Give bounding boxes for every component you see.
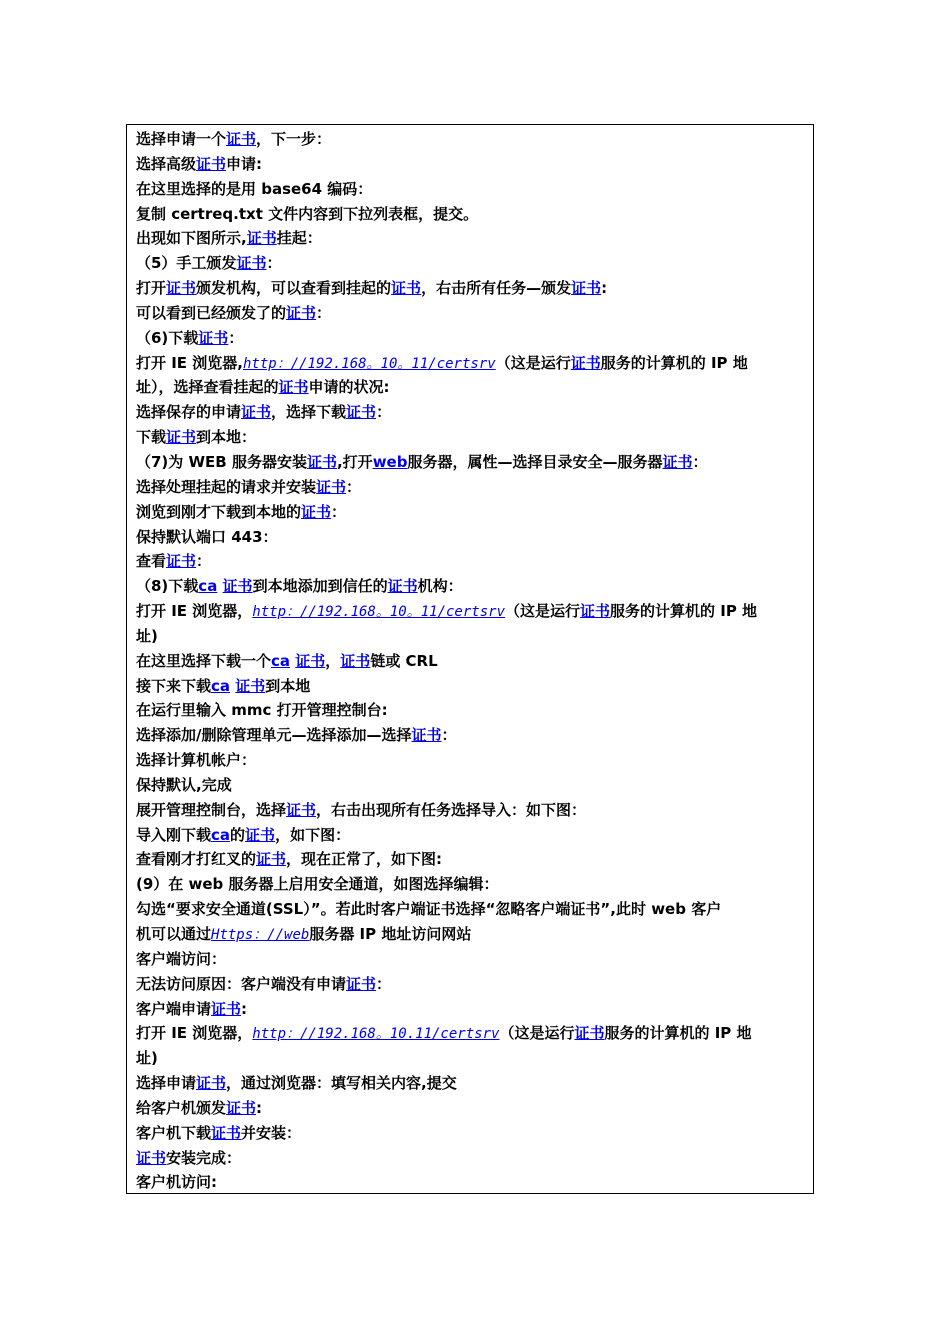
text-span: 客户机下载: [136, 1123, 212, 1142]
text-span: 机构：: [417, 577, 463, 596]
text-line: [136, 301, 805, 326]
term-link[interactable]: ca: [211, 676, 231, 695]
term-link[interactable]: 证书: [166, 552, 197, 571]
text-span: （6)下载: [136, 328, 199, 347]
text-line: [136, 226, 805, 251]
text-span: 安装完成：: [166, 1148, 242, 1167]
text-line: [136, 972, 805, 997]
term-link[interactable]: 证书: [166, 279, 197, 298]
text-span: 导入刚下载: [136, 825, 212, 844]
term-link[interactable]: ca: [211, 825, 231, 844]
text-span: 的: [230, 825, 246, 844]
term-link[interactable]: 证书: [241, 403, 272, 422]
text-line: [136, 351, 805, 376]
text-line: [136, 922, 805, 947]
term-link[interactable]: ca: [198, 577, 218, 596]
text-line: [136, 897, 805, 922]
text-span: 颁发机构，可以查看到挂起的: [196, 279, 392, 298]
text-span: （7)为 WEB 服务器安装: [136, 452, 307, 471]
term-link[interactable]: 证书: [286, 303, 317, 322]
text-span: 下载: [136, 428, 167, 447]
text-span: ，: [325, 651, 341, 670]
text-span: 查看: [136, 552, 167, 571]
text-span: 浏览到刚才下载到本地的: [136, 502, 302, 521]
term-link[interactable]: 证书: [245, 825, 276, 844]
term-link[interactable]: 证书: [301, 502, 332, 521]
text-span: 申请的状况:: [308, 378, 390, 397]
text-line: [136, 127, 805, 152]
term-link[interactable]: 证书: [316, 477, 347, 496]
text-span: ：: [316, 303, 332, 322]
term-link[interactable]: 证书: [166, 428, 197, 447]
url-link[interactable]: http：//192.168。10.11/certsrv: [252, 1026, 500, 1043]
text-line: [136, 847, 805, 872]
term-link[interactable]: web: [372, 452, 408, 471]
text-span: 选择计算机帐户：: [136, 751, 257, 770]
term-link[interactable]: 证书: [346, 974, 377, 993]
text-line: [136, 1170, 805, 1195]
text-span: 保持默认端口 443：: [136, 527, 278, 546]
text-span: 申请:: [226, 154, 263, 173]
text-span: 打开 IE 浏览器，: [136, 1024, 253, 1043]
text-line: [136, 525, 805, 550]
term-link[interactable]: 证书: [295, 651, 326, 670]
text-span: ：: [331, 502, 347, 521]
text-span: ：: [266, 254, 282, 273]
text-span: 选择保存的申请: [136, 403, 242, 422]
text-span: ：: [196, 552, 212, 571]
text-line: [136, 276, 805, 301]
term-link[interactable]: 证书: [235, 676, 266, 695]
text-span: 选择添加/删除管理单元—选择添加—选择: [136, 726, 412, 745]
term-link[interactable]: 证书: [198, 328, 229, 347]
text-span: 服务的计算机的 IP 地: [604, 1024, 752, 1043]
term-link[interactable]: 证书: [391, 279, 422, 298]
term-link[interactable]: 证书: [387, 577, 418, 596]
text-span: 到本地：: [196, 428, 257, 447]
text-span: ，如下图：: [275, 825, 351, 844]
text-line: [136, 400, 805, 425]
term-link[interactable]: 证书: [574, 1024, 605, 1043]
text-span: :: [256, 1098, 263, 1117]
text-span: 客户端访问：: [136, 949, 227, 968]
text-span: 无法访问原因：客户端没有申请: [136, 974, 347, 993]
text-line: [136, 500, 805, 525]
text-span: ：: [376, 974, 392, 993]
text-span: 打开 IE 浏览器,: [136, 353, 243, 372]
term-link[interactable]: 证书: [411, 726, 442, 745]
text-span: （5）手工颁发: [136, 254, 237, 273]
text-line: [136, 997, 805, 1022]
text-span: :: [601, 279, 608, 298]
text-line: [136, 1121, 805, 1146]
text-line: [136, 326, 805, 351]
term-link[interactable]: 证书: [196, 1074, 227, 1093]
term-link[interactable]: 证书: [196, 154, 227, 173]
text-span: 服务的计算机的 IP 地: [600, 353, 748, 372]
text-line: [136, 599, 805, 624]
url-link[interactable]: Https：//web: [211, 927, 310, 943]
text-span: ,打开: [336, 452, 373, 471]
text-span: 服务器 IP 地址访问网站: [309, 925, 472, 943]
text-line: [136, 375, 805, 400]
text-line: [136, 177, 805, 202]
term-link[interactable]: 证书: [286, 800, 317, 819]
text-line: [136, 872, 805, 897]
text-span: 客户机访问:: [136, 1173, 217, 1192]
text-span: 接下来下载: [136, 676, 212, 695]
text-line: [136, 823, 805, 848]
term-link[interactable]: 证书: [346, 403, 377, 422]
text-line: [136, 748, 805, 773]
text-span: 选择高级: [136, 154, 197, 173]
text-span: 给客户机颁发: [136, 1098, 227, 1117]
term-link[interactable]: 证书: [306, 452, 337, 471]
term-link[interactable]: 证书: [662, 452, 693, 471]
text-span: ：: [441, 726, 457, 745]
text-span: 链或 CRL: [370, 651, 438, 670]
text-span: 到本地添加到信任的: [252, 577, 388, 596]
text-span: 在这里选择下载一个: [136, 651, 272, 670]
text-line: [136, 798, 805, 823]
text-span: ，现在正常了，如下图:: [286, 850, 443, 869]
text-line: [136, 251, 805, 276]
text-span: 挂起：: [276, 229, 322, 248]
text-line: [136, 1021, 805, 1046]
document-table-cell: [126, 124, 814, 1194]
text-line: [136, 1046, 805, 1071]
text-span: 保持默认,完成: [136, 775, 232, 794]
text-line: [136, 450, 805, 475]
term-link[interactable]: 证书: [278, 378, 309, 397]
text-span: 展开管理控制台，选择: [136, 800, 287, 819]
term-link[interactable]: 证书: [211, 1123, 242, 1142]
text-line: [136, 152, 805, 177]
text-span: 到本地: [265, 676, 311, 695]
text-span: 并安装：: [241, 1123, 302, 1142]
term-link[interactable]: 证书: [580, 602, 611, 621]
term-link[interactable]: 证书: [226, 1098, 257, 1117]
text-span: 在运行里输入 mmc 打开管理控制台:: [136, 701, 388, 720]
text-span: 址），选择查看挂起的: [136, 378, 279, 397]
term-link[interactable]: 证书: [136, 1148, 167, 1167]
text-span: ，下一步：: [256, 130, 332, 148]
term-link[interactable]: 证书: [226, 130, 257, 148]
term-link[interactable]: 证书: [570, 353, 601, 372]
text-span: 勾选“要求安全通道(SSL）”。若此时客户端证书选择“忽略客户端证书”,此时 web 客户: [136, 900, 722, 919]
text-line: [136, 549, 805, 574]
text-span: 选择处理挂起的请求并安装: [136, 477, 317, 496]
term-link[interactable]: 证书: [571, 279, 602, 298]
text-span: :: [241, 999, 248, 1018]
text-line: [136, 723, 805, 748]
text-span: 出现如下图所示,: [136, 229, 247, 248]
text-span: ，右击出现所有任务选择导入：如下图：: [316, 800, 587, 819]
term-link[interactable]: 证书: [246, 229, 277, 248]
text-span: ：: [346, 477, 362, 496]
text-span: 打开 IE 浏览器，: [136, 602, 253, 621]
text-line: [136, 574, 805, 599]
text-span: 客户端申请: [136, 999, 212, 1018]
text-line: [136, 773, 805, 798]
text-line: [136, 1096, 805, 1121]
text-span: （这是运行: [499, 1024, 575, 1043]
text-span: (9）在 web 服务器上启用安全通道，如图选择编辑：: [136, 875, 499, 894]
text-span: ，选择下载: [271, 403, 347, 422]
text-span: 复制 certreq.txt 文件内容到下拉列表框，提交。: [136, 204, 479, 223]
text-span: （这是运行: [505, 602, 581, 621]
text-span: 查看刚才打红叉的: [136, 850, 257, 869]
text-line: [136, 624, 805, 649]
text-line: [136, 1071, 805, 1096]
text-span: 服务器，属性—选择目录安全—服务器: [407, 452, 663, 471]
text-span: ，右击所有任务—颁发: [421, 279, 572, 298]
text-span: 机可以通过: [136, 925, 212, 943]
text-span: （8)下载: [136, 577, 199, 596]
text-span: ，通过浏览器：填写相关内容,提交: [226, 1074, 457, 1093]
text-span: 打开: [136, 279, 167, 298]
term-link[interactable]: 证书: [340, 651, 371, 670]
text-span: 选择申请: [136, 1074, 197, 1093]
term-link[interactable]: ca: [271, 651, 291, 670]
text-span: 址): [136, 626, 158, 645]
url-link[interactable]: http：//192.168。10。11/certsrv: [242, 355, 496, 372]
text-span: ：: [692, 452, 708, 471]
text-span: ：: [376, 403, 392, 422]
text-line: [136, 649, 805, 674]
text-line: [136, 475, 805, 500]
url-link[interactable]: http：//192.168。10。11/certsrv: [252, 604, 505, 621]
text-span: （这是运行: [495, 353, 571, 372]
term-link[interactable]: 证书: [256, 850, 287, 869]
text-span: 可以看到已经颁发了的: [136, 303, 287, 322]
term-link[interactable]: 证书: [222, 577, 253, 596]
text-line: [136, 947, 805, 972]
text-span: 址): [136, 1049, 158, 1068]
text-line: [136, 674, 805, 699]
term-link[interactable]: 证书: [236, 254, 267, 273]
text-line: [136, 1146, 805, 1171]
text-span: 在这里选择的是用 base64 编码：: [136, 179, 373, 198]
text-span: 服务的计算机的 IP 地: [610, 602, 758, 621]
text-line: [136, 698, 805, 723]
term-link[interactable]: 证书: [211, 999, 242, 1018]
text-line: [136, 425, 805, 450]
text-line: [136, 202, 805, 227]
text-span: 选择申请一个: [136, 130, 227, 148]
text-span: ：: [228, 328, 244, 347]
